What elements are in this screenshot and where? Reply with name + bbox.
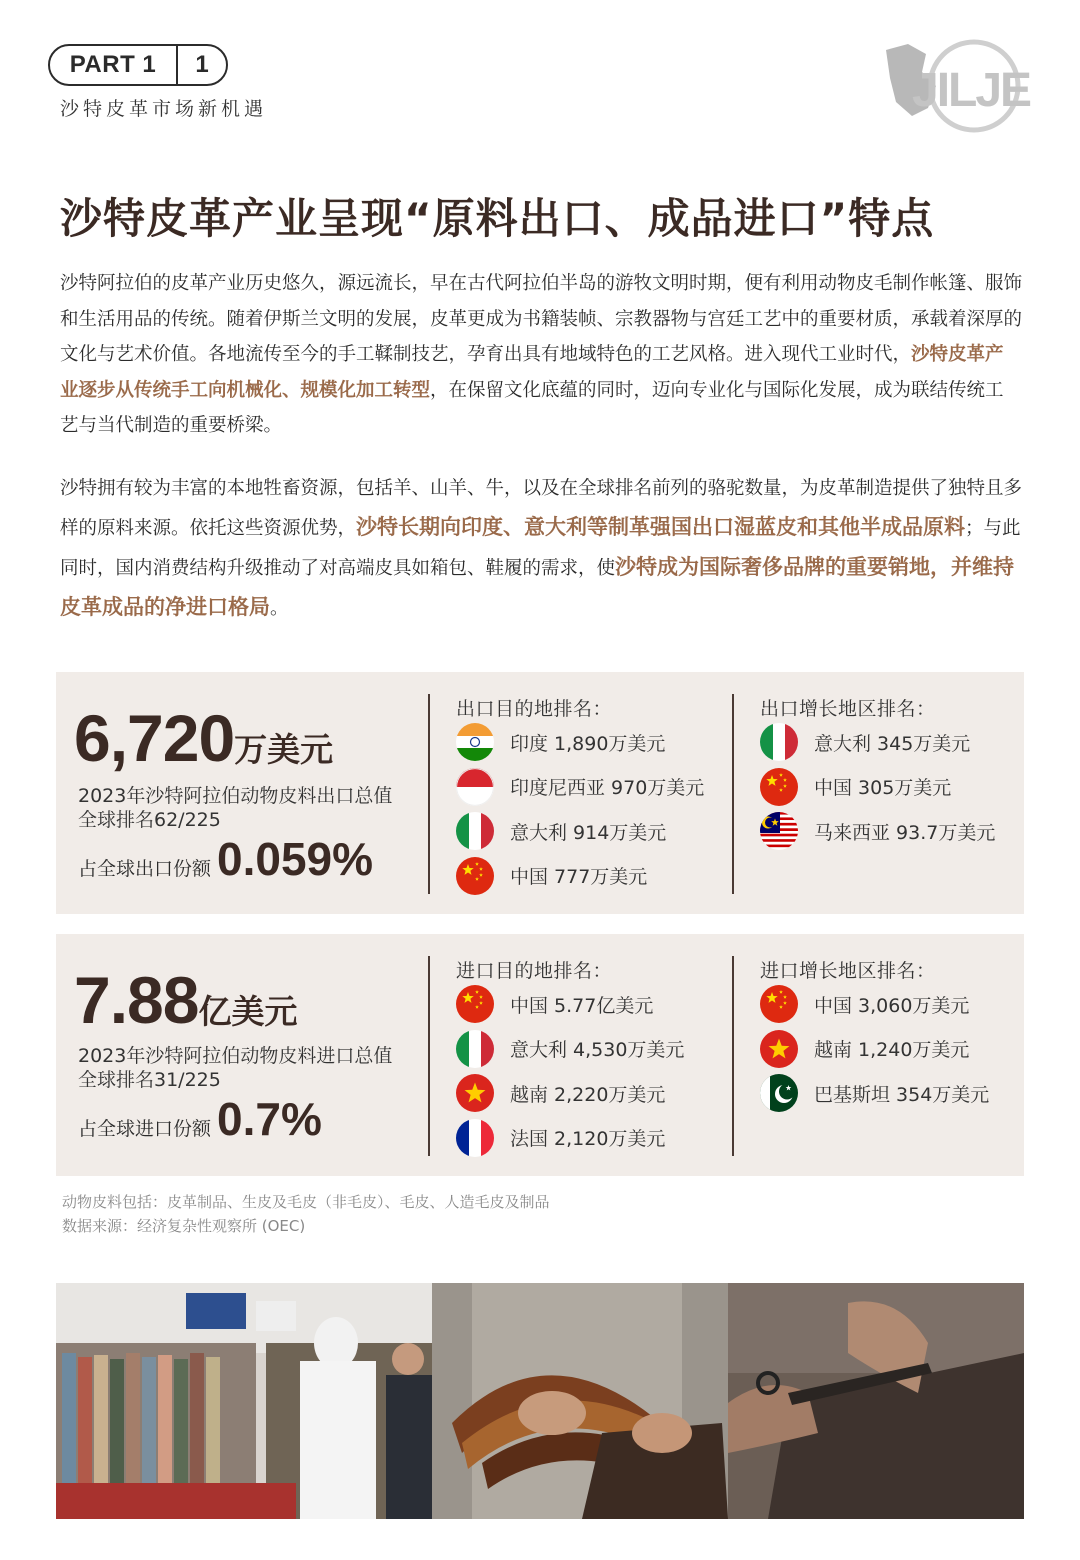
import-dest-heading: 进口目的地排名：: [456, 960, 613, 982]
paragraph-highlight: 沙特成为国际奢侈品牌的重要销地，并维持皮革成品的净进口格局: [60, 555, 1015, 619]
china-flag-icon: [456, 985, 494, 1023]
ranking-row: [456, 1116, 684, 1161]
ranking-row: [456, 809, 704, 854]
part-number: 1: [195, 51, 209, 78]
panel-divider: [732, 956, 734, 1156]
ranking-text: 印度尼西亚 970万美元: [510, 777, 705, 800]
ranking-row: [456, 720, 704, 765]
page-title: 沙特皮革产业呈现“原料出口、成品进口”特点: [60, 194, 935, 243]
section-subtitle: 沙特皮革市场新机遇: [60, 98, 268, 120]
export-growth-heading: 出口增长地区排名：: [760, 698, 936, 720]
import-share: [78, 1092, 322, 1146]
ranking-text: 越南 1,240万美元: [814, 1039, 970, 1062]
export-share-value: 0.059%: [217, 833, 374, 885]
brand-logo: [882, 36, 1042, 136]
ranking-text: 中国 305万美元: [814, 777, 952, 800]
ranking-text: 中国 777万美元: [510, 866, 648, 889]
pakistan-flag-icon: [760, 1074, 798, 1112]
ranking-row: [456, 1027, 684, 1072]
china-flag-icon: [760, 985, 798, 1023]
import-total: [74, 962, 297, 1038]
china-flag-icon: [760, 768, 798, 806]
ranking-row: [760, 809, 995, 854]
paragraph-highlight: 沙特皮革产业逐步从传统手工向机械化、规模化加工转型: [60, 344, 1004, 401]
export-panel: [56, 672, 1024, 914]
import-destinations: [456, 956, 684, 1160]
resource-paragraph: [60, 470, 1022, 628]
vietnam-flag-icon: [760, 1030, 798, 1068]
china-flag-icon: [456, 857, 494, 895]
india-flag-icon: [456, 723, 494, 761]
export-desc-line: 2023年沙特阿拉伯动物皮料出口总值: [78, 785, 393, 807]
ranking-row: [760, 982, 989, 1027]
export-description: [78, 784, 392, 832]
france-flag-icon: [456, 1119, 494, 1157]
ranking-row: [760, 720, 995, 765]
logo-wordmark: JILJE: [912, 64, 1031, 117]
part-label: PART 1: [69, 51, 157, 78]
trade-fair-photo: [56, 1283, 432, 1519]
export-rank: 全球排名62/225: [78, 809, 221, 831]
import-growth: [760, 956, 989, 1116]
ranking-text: 意大利 345万美元: [814, 732, 971, 755]
export-share: [78, 832, 373, 886]
export-destinations: [456, 694, 704, 898]
ranking-row: [456, 854, 704, 899]
export-total: [74, 700, 333, 776]
ranking-text: 中国 5.77亿美元: [510, 994, 654, 1017]
import-description: [78, 1044, 392, 1092]
ranking-row: [456, 982, 684, 1027]
paragraph-text: ；与此同时，国内消费结构升级推动了对高端皮具如箱包、鞋履的需求，使: [60, 518, 1021, 579]
ranking-row: [760, 765, 995, 810]
paragraph-text: 沙特阿拉伯的皮革产业历史悠久，源远流长，早在古代阿拉伯半岛的游牧文明时期，便有利用动物皮毛制作帐篷、服饰和生活用品的传统。随着伊斯兰文明的发展，皮革更成为书籍装帧、宗教器物与宫廷工艺中的重要材质，承载着深厚的文化与艺术价值。各地流传至今的手工鞣制技艺，孕育出具有地域特色的工艺风格。进入现代工业时代，: [60, 273, 1023, 365]
vietnam-flag-icon: [456, 1074, 494, 1112]
import-rank: 全球排名31/225: [78, 1069, 221, 1091]
ranking-text: 意大利 4,530万美元: [510, 1039, 685, 1062]
italy-flag-icon: [456, 812, 494, 850]
panel-divider: [732, 694, 734, 894]
ranking-row: [760, 1071, 989, 1116]
ranking-text: 马来西亚 93.7万美元: [814, 821, 996, 844]
import-growth-heading: 进口增长地区排名：: [760, 960, 936, 982]
ranking-text: 意大利 914万美元: [510, 821, 667, 844]
intro-paragraph: [60, 266, 1022, 444]
indonesia-flag-icon: [456, 768, 494, 806]
panel-divider: [428, 694, 430, 894]
paragraph-text: 。: [270, 598, 289, 619]
footnotes: [62, 1190, 550, 1238]
italy-flag-icon: [760, 723, 798, 761]
ranking-row: [456, 765, 704, 810]
paragraph-highlight: 沙特长期向印度、意大利等制革强国出口湿蓝皮和其他半成品原料: [356, 515, 966, 539]
export-growth: [760, 694, 995, 854]
import-desc-line: 2023年沙特阿拉伯动物皮料进口总值: [78, 1045, 393, 1067]
ranking-text: 巴基斯坦 354万美元: [814, 1083, 990, 1106]
paragraph-text: 沙特拥有较为丰富的本地牲畜资源，包括羊、山羊、牛，以及在全球排名前列的骆驼数量，为皮革制造提供了独特且多样的原料来源。依托这些资源优势，: [60, 478, 1023, 539]
italy-flag-icon: [456, 1030, 494, 1068]
part-badge: [48, 44, 228, 86]
ranking-row: [456, 1071, 684, 1116]
export-share-label: 占全球出口份额: [78, 858, 212, 880]
import-share-value: 0.7%: [217, 1093, 322, 1145]
leather-straps-photo: [432, 1283, 728, 1519]
scope-note: 动物皮料包括：皮革制品、生皮及毛皮（非毛皮）、毛皮、人造毛皮及制品: [62, 1193, 550, 1211]
import-unit: 亿美元: [198, 992, 298, 1031]
source-note: 数据来源：经济复杂性观察所 (OEC): [62, 1217, 306, 1235]
malaysia-flag-icon: [760, 812, 798, 850]
panel-divider: [428, 956, 430, 1156]
import-share-label: 占全球进口份额: [78, 1118, 212, 1140]
export-amount: 6,720: [74, 701, 235, 775]
ranking-text: 印度 1,890万美元: [510, 732, 666, 755]
import-amount: 7.88: [74, 963, 199, 1037]
ranking-text: 法国 2,120万美元: [510, 1128, 666, 1151]
ranking-text: 中国 3,060万美元: [814, 994, 970, 1017]
ranking-row: [760, 1027, 989, 1072]
import-panel: [56, 934, 1024, 1176]
export-dest-heading: 出口目的地排名：: [456, 698, 613, 720]
export-unit: 万美元: [234, 730, 334, 769]
leather-cutting-photo: [728, 1283, 1024, 1519]
photo-strip: [56, 1283, 1024, 1519]
ranking-text: 越南 2,220万美元: [510, 1083, 666, 1106]
paragraph-text: ，在保留文化底蕴的同时，迈向专业化与国际化发展，成为联结传统工艺与当代制造的重要桥梁。: [60, 379, 1004, 436]
